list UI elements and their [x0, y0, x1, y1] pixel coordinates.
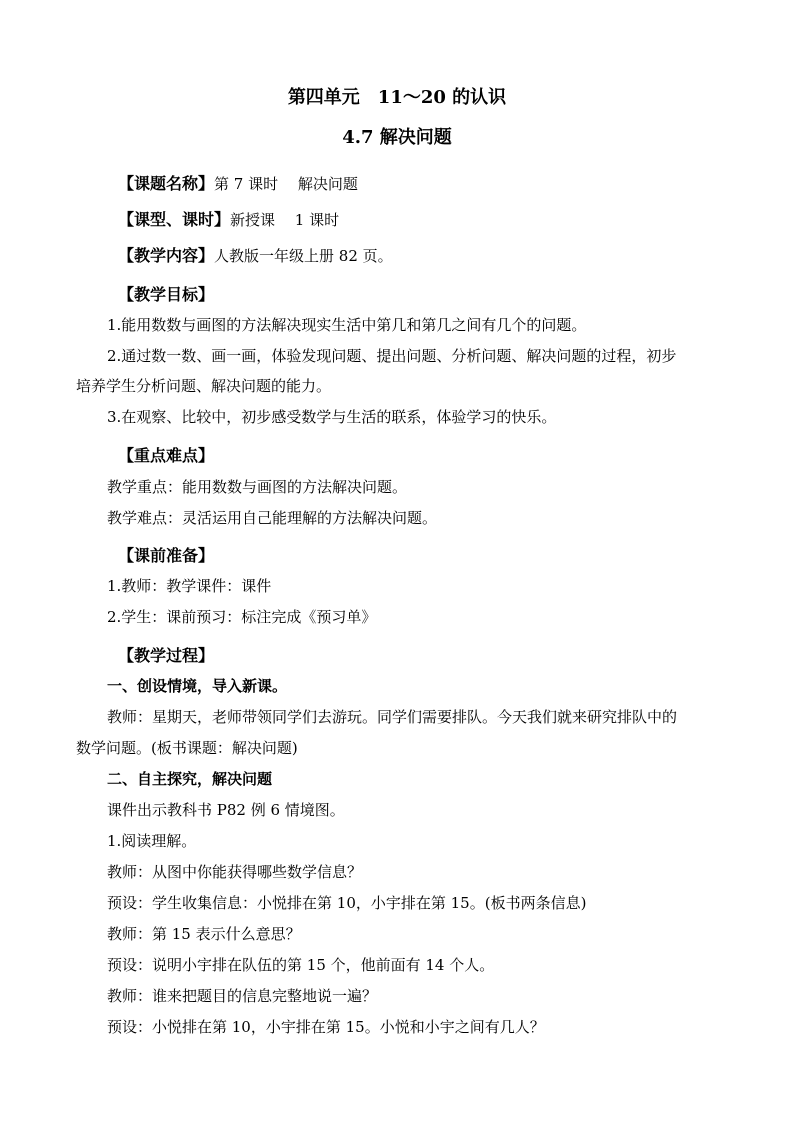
teacher-question-1: 教师：从图中你能获得哪些数学信息？ [107, 863, 363, 881]
objectives-heading: 【教学目标】 [118, 285, 215, 304]
lesson-type-label: 【课型、课时】 [118, 210, 231, 229]
unit-title: 第四单元 11～20 的认识 [287, 87, 507, 108]
lesson-title: 4.7 解决问题 [342, 127, 452, 148]
section-2-title: 二、自主探究，解决问题 [107, 770, 273, 788]
preset-answer-2: 预设：说明小宇排在队伍的第 15 个，他前面有 14 个人。 [107, 956, 495, 974]
preparation-student: 2.学生：课前预习：标注完成《预习单》 [107, 608, 377, 626]
teaching-content-value: 人教版一年级上册 82 页。 [214, 247, 393, 265]
section-1-paragraph-continued: 数学问题。(板书课题：解决问题) [76, 739, 298, 757]
preset-answer-1: 预设：学生收集信息：小悦排在第 10，小宇排在第 15。(板书两条信息) [107, 894, 587, 912]
lesson-name-value: 第 7 课时 解决问题 [214, 175, 358, 193]
teaching-content-label: 【教学内容】 [118, 246, 215, 265]
objective-item-2: 2.通过数一数、画一画，体验发现问题、提出问题、分析问题、解决问题的过程，初步 [107, 347, 677, 365]
teacher-question-2: 教师：第 15 表示什么意思？ [107, 925, 301, 943]
lesson-type-value: 新授课 1 课时 [230, 211, 340, 229]
lesson-name-label: 【课题名称】 [118, 174, 215, 193]
lesson-type-field [118, 210, 339, 230]
objective-item-1: 1.能用数数与画图的方法解决现实生活中第几和第几之间有几个的问题。 [107, 316, 587, 334]
teaching-focus: 教学重点：能用数数与画图的方法解决问题。 [107, 478, 408, 496]
preparation-teacher: 1.教师：教学课件：课件 [107, 577, 272, 595]
lesson-name-field [118, 174, 358, 194]
teaching-difficulty: 教学难点：灵活运用自己能理解的方法解决问题。 [107, 509, 438, 527]
teacher-question-3: 教师：谁来把题目的信息完整地说一遍？ [107, 987, 378, 1005]
step-1-reading: 1.阅读理解。 [107, 832, 197, 850]
objective-item-2-continued: 培养学生分析问题、解决问题的能力。 [76, 377, 332, 395]
process-heading: 【教学过程】 [118, 646, 215, 665]
section-1-paragraph: 教师：星期天，老师带领同学们去游玩。同学们需要排队。今天我们就来研究排队中的 [107, 708, 678, 726]
objective-item-3: 3.在观察、比较中，初步感受数学与生活的联系，体验学习的快乐。 [107, 408, 557, 426]
preset-answer-3: 预设：小悦排在第 10，小宇排在第 15。小悦和小宇之间有几人？ [107, 1018, 545, 1036]
teaching-content-field [118, 246, 393, 266]
section-1-title: 一、创设情境，导入新课。 [107, 677, 288, 695]
preparation-heading: 【课前准备】 [118, 546, 215, 565]
courseware-note: 课件出示教科书 P82 例 6 情境图。 [107, 801, 345, 819]
key-points-heading: 【重点难点】 [118, 446, 215, 465]
